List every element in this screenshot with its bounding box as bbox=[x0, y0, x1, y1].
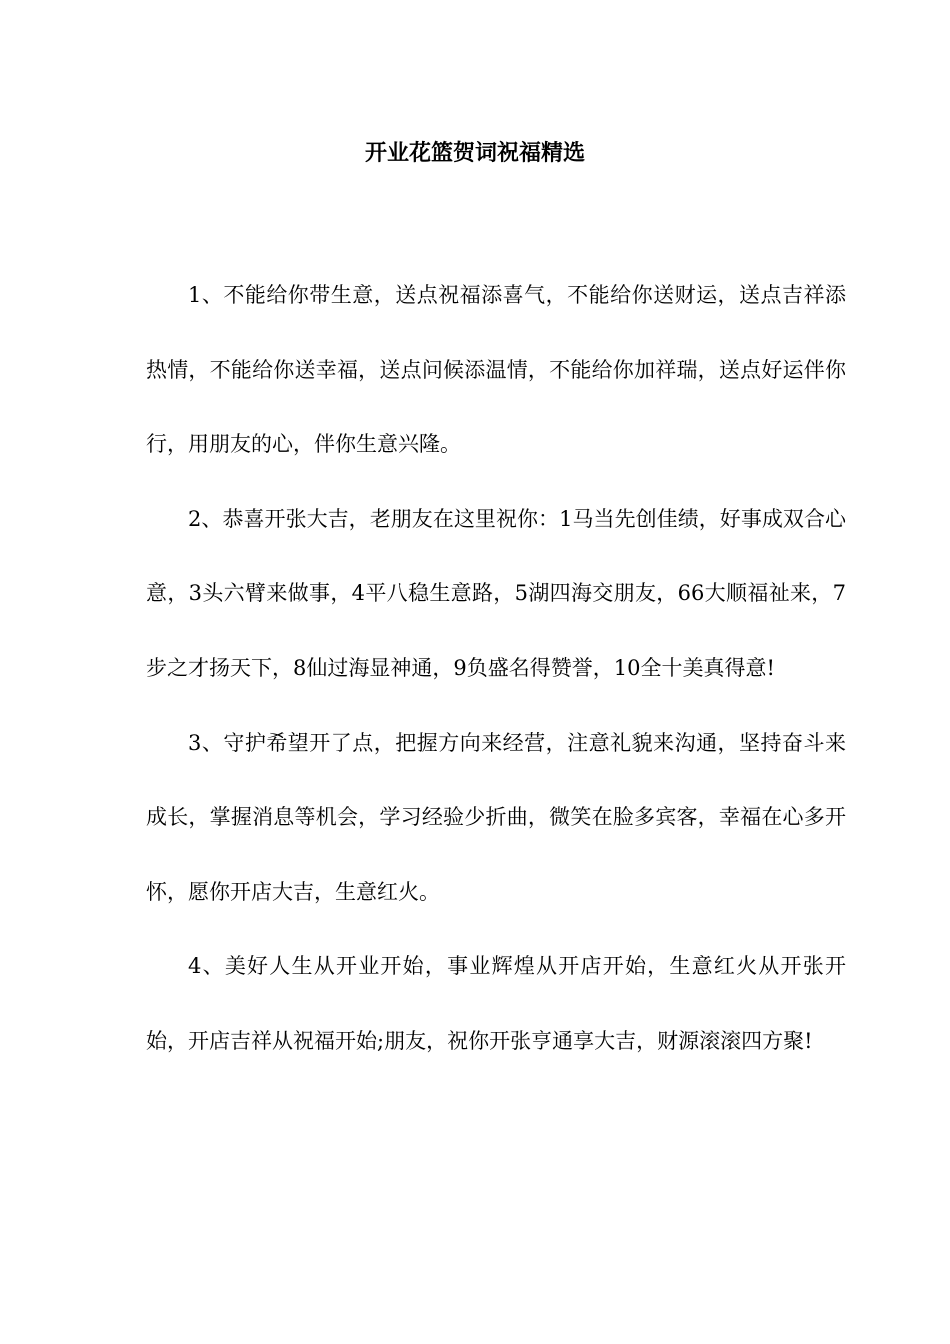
paragraph-2: 2、恭喜开张大吉，老朋友在这里祝你：1马当先创佳绩，好事成双合心意，3头六臂来做事，4平八稳生意路，5湖四海交朋友，66大顺福祉来，7步之才扬天下，8仙过海显神通，9负盛名得赞誉，10全十美真得意! bbox=[146, 506, 846, 680]
paragraph-4: 4、美好人生从开业开始，事业辉煌从开店开始，生意红火从开张开始，开店吉祥从祝福开始;朋友，祝你开张亨通享大吉，财源滚滚四方聚! bbox=[146, 954, 846, 1053]
document-title: 开业花篮贺词祝福精选 bbox=[364, 140, 585, 166]
document-body bbox=[146, 258, 846, 1079]
paragraph-3: 3、守护希望开了点，把握方向来经营，注意礼貌来沟通，坚持奋斗来成长，掌握消息等机会，学习经验少折曲，微笑在脸多宾客，幸福在心多开怀，愿你开店大吉，生意红火。 bbox=[146, 730, 846, 904]
paragraph-1: 1、不能给你带生意，送点祝福添喜气，不能给你送财运，送点吉祥添热情，不能给你送幸福，送点问候添温情，不能给你加祥瑞，送点好运伴你行，用朋友的心，伴你生意兴隆。 bbox=[146, 283, 846, 457]
